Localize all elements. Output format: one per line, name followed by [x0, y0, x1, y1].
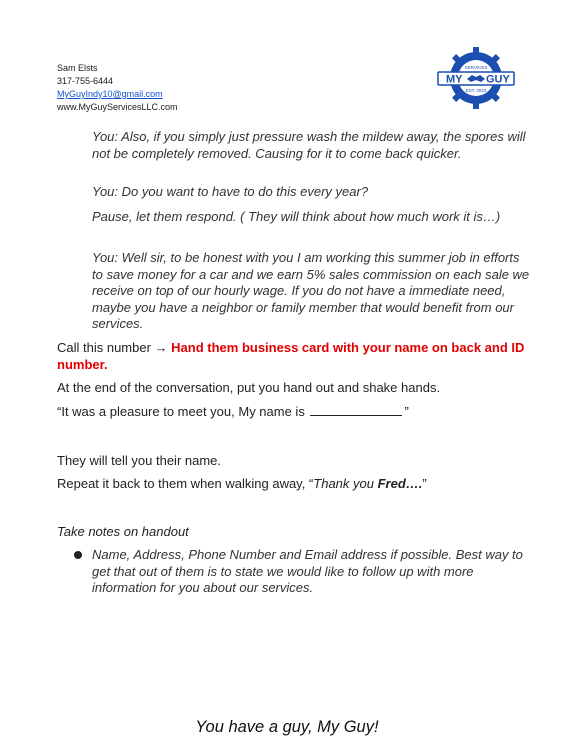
call-prefix: Call this number →: [57, 340, 172, 355]
bullet-item: Name, Address, Phone Number and Email address if possible. Best way to get that out of them is to state we would like to follow up with more information for you about our services.: [92, 547, 523, 595]
contact-header: [57, 62, 178, 114]
bullet-dot: [74, 551, 82, 559]
contact-name: Sam Elsts: [57, 63, 98, 73]
repeat-line: [57, 476, 527, 493]
name-blank: [310, 404, 402, 416]
repeat-suffix: ”: [422, 476, 427, 491]
repeat-thank: Thank you: [313, 476, 378, 491]
pleasure-line: [57, 404, 527, 421]
footer-slogan: You have a guy, My Guy!: [195, 718, 379, 736]
contact-phone: 317-755-6444: [57, 76, 114, 86]
contact-email-link[interactable]: MyGuyIndy10@gmail.com: [57, 89, 163, 99]
call-this-number: [57, 340, 527, 373]
logo-text-guy: GUY: [486, 73, 510, 86]
they-will-tell: They will tell you their name.: [57, 453, 222, 468]
script-para-3: Pause, let them respond. ( They will think about how much work it is…): [92, 209, 501, 224]
take-notes: Take notes on handout: [57, 524, 189, 539]
call-instruction: Hand them business card with your name on back and ID number.: [57, 340, 525, 372]
logo-text-services: SERVICES: [464, 65, 488, 70]
logo-text-my: MY: [446, 73, 463, 86]
pleasure-prefix: “It was a pleasure to meet you, My name is: [57, 404, 309, 419]
script-para-4: You: Well sir, to be honest with you I am working this summer job in efforts to save money for a car and we earn 5% sales commission on each sale we receive on top of our hourly wage. If you do not have a immediate need, maybe you have a neighbor or family member that would benefit from our services.: [92, 250, 530, 331]
end-of-conversation: At the end of the conversation, put you hand out and shake hands.: [57, 380, 441, 395]
script-para-2: You: Do you want to have to do this every year?: [92, 184, 369, 199]
my-guy-logo: [436, 46, 516, 110]
pleasure-suffix: ”: [404, 404, 409, 419]
repeat-prefix: Repeat it back to them when walking away, “: [57, 476, 314, 491]
contact-website: www.MyGuyServicesLLC.com: [57, 102, 178, 112]
repeat-name: Fred….: [377, 476, 423, 491]
script-para-1: You: Also, if you simply just pressure wash the mildew away, the spores will not be completely removed. Causing for it to come back quicker.: [92, 129, 526, 161]
logo-text-est: EST. 2023: [465, 88, 487, 93]
